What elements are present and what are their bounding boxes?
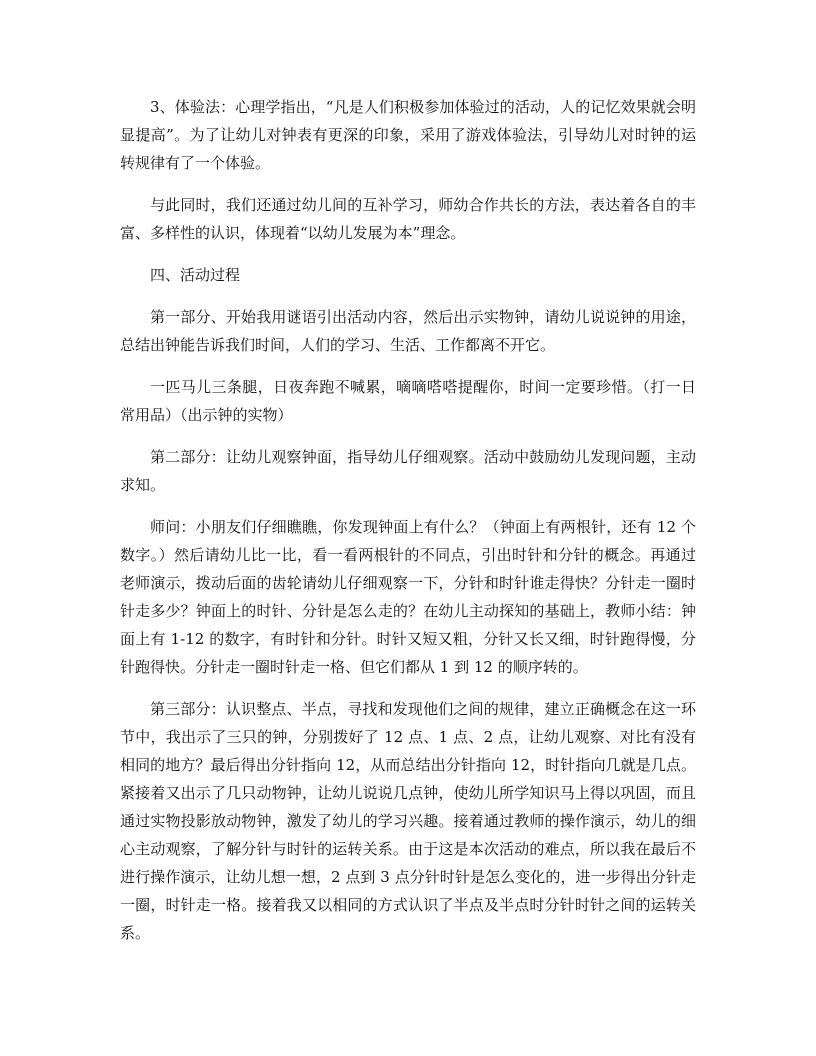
paragraph-riddle: 一匹马儿三条腿，日夜奔跑不喊累，嘀嘀嗒嗒提醒你，时间一定要珍惜。（打一日常用品）（出示钟的实物） [120,378,696,424]
paragraph-part-three: 第三部分：认识整点、半点，寻找和发现他们之间的规律，建立正确概念在这一环节中，我出示了三只的钟，分别拨好了 12 点、1 点、2 点，让幼儿观察、对比有没有相同的地方？最后得出分针指向 12，从而总结出分针指向 12，时针指向几就是几点。紧接着又出示了几只动物钟，让幼儿说说几点钟，使幼儿所学知识马上得以巩固，而且通过实物投影放动物钟，激发了幼儿的学习兴趣。接着通过教师的操作演示，幼儿的细心主动观察，了解分针与时针的运转关系。由于这是本次活动的难点，所以我在最后不进行操作演示，让幼儿想一想，2 点到 3 点分针时针是怎么变化的，进一步得出分针走一圈，时针走一格。接着我又以相同的方式认识了半点及半点时分针时针之间的运转关系。 [120,700,696,942]
paragraph-part-two: 第二部分：让幼儿观察钟面，指导幼儿仔细观察。活动中鼓励幼儿发现问题，主动求知。 [120,448,696,494]
paragraph-experience-method: 3、体验法：心理学指出，“凡是人们积极参加体验过的活动，人的记忆效果就会明显提高”。为了让幼儿对钟表有更深的印象，采用了游戏体验法，引导幼儿对时钟的运转规律有了一个体验。 [120,98,696,172]
paragraph-part-one: 第一部分、开始我用谜语引出活动内容，然后出示实物钟，请幼儿说说钟的用途，总结出钟能告诉我们时间，人们的学习、生活、工作都离不开它。 [120,308,696,354]
document-body [120,93,696,961]
paragraph-teacher-question: 师问：小朋友们仔细瞧瞧，你发现钟面上有什么？（钟面上有两根针，还有 12 个数字。）然后请幼儿比一比，看一看两根针的不同点，引出时针和分针的概念。再通过老师演示，拨动后面的齿轮请幼儿仔细观察一下，分针和时针谁走得快？分针走一圈时针走多少？钟面上的时针、分针是怎么走的？在幼儿主动探知的基础上，教师小结：钟面上有 1-12 的数字，有时针和分针。时针又短又粗，分针又长又细，时针跑得慢，分针跑得快。分针走一圈时针走一格、但它们都从 1 到 12 的顺序转的。 [120,518,696,676]
paragraph-mutual-learning: 与此同时，我们还通过幼儿间的互补学习，师幼合作共长的方法，表达着各自的丰富、多样性的认识，体现着“以幼儿发展为本”理念。 [120,196,696,242]
section-heading-activity-process: 四、活动过程 [150,266,241,284]
